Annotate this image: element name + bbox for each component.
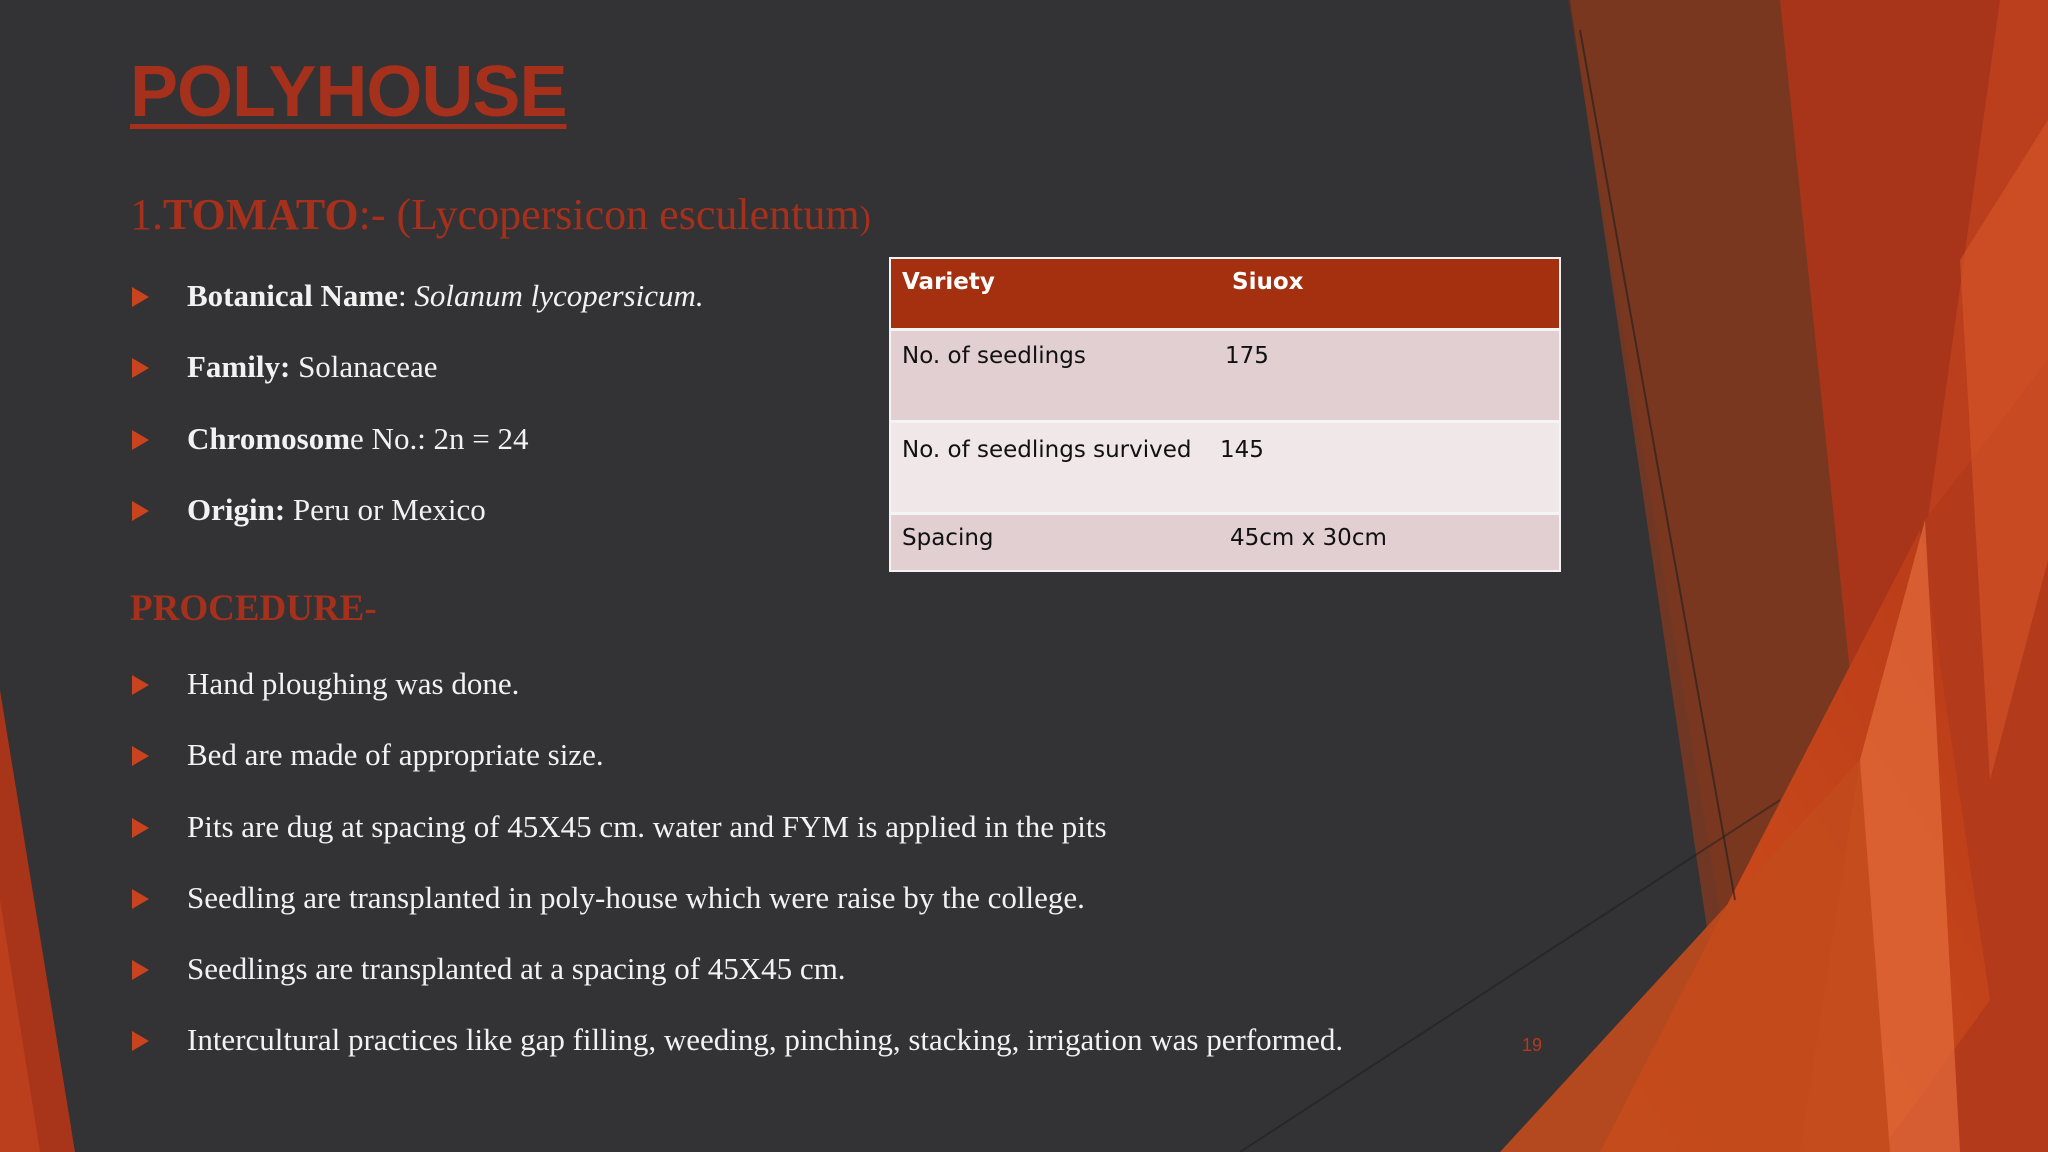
fact-value-italic: Solanum (414, 278, 523, 313)
triangle-arrow-icon (132, 746, 149, 766)
table-cell: 45cm x 30cm (1230, 525, 1387, 551)
triangle-arrow-icon (132, 430, 149, 450)
table-row (891, 420, 1559, 512)
step-text: Seedling are transplanted in poly-house which were raise by the college. (187, 879, 1085, 915)
triangle-arrow-icon (132, 889, 149, 909)
table-header-cell: Variety (902, 269, 995, 295)
fact-label: Family: (187, 349, 291, 385)
procedure-step (130, 1020, 1343, 1091)
fact-value: lycopersicum. (522, 278, 704, 313)
procedure-step (130, 949, 1343, 1020)
triangle-arrow-icon (132, 358, 149, 378)
subtitle-number: 1. (130, 190, 163, 239)
fact-label: Chromosom (187, 420, 351, 456)
procedure-heading: PROCEDURE- (130, 588, 377, 629)
step-text: Bed are made of appropriate size. (187, 737, 604, 773)
triangle-arrow-icon (132, 960, 149, 980)
subtitle-scientific: :- (Lycopersicon esculentum (358, 190, 860, 239)
subtitle-close-paren: ) (859, 200, 871, 237)
fact-family (130, 347, 704, 418)
fact-origin (130, 490, 704, 561)
step-text: Seedlings are transplanted at a spacing of 45X45 cm. (187, 951, 846, 987)
table-cell: No. of seedlings (902, 343, 1086, 369)
step-text: Pits are dug at spacing of 45X45 cm. water and FYM is applied in the pits (187, 808, 1107, 844)
triangle-arrow-icon (132, 675, 149, 695)
triangle-arrow-icon (132, 818, 149, 838)
subtitle-crop: TOMATO (163, 190, 359, 239)
fact-value: e No.: 2n = 24 (350, 420, 529, 456)
triangle-arrow-icon (132, 1031, 149, 1051)
table-cell: Spacing (902, 525, 994, 551)
fact-value: Peru or Mexico (285, 491, 486, 527)
fact-label: Botanical Name (187, 278, 398, 313)
fact-label: Origin: (187, 491, 286, 527)
table-row (891, 512, 1559, 570)
step-text: Hand ploughing was done. (187, 666, 520, 701)
triangle-arrow-icon (132, 287, 149, 307)
table-cell: 175 (1225, 343, 1269, 369)
fact-separator: : (397, 278, 415, 313)
triangle-arrow-icon (132, 501, 149, 521)
fact-chromosome (130, 419, 704, 490)
page-number: 19 (1522, 1035, 1543, 1055)
table-cell: 145 (1220, 437, 1264, 463)
procedure-step (130, 735, 1343, 806)
table-row (891, 328, 1559, 420)
crop-subtitle (130, 185, 871, 249)
slide-title: POLYHOUSE (130, 52, 567, 132)
procedure-step (130, 878, 1343, 949)
procedure-step (130, 807, 1343, 878)
variety-table (889, 257, 1561, 572)
table-cell: No. of seedlings survived (902, 437, 1192, 463)
crop-facts-list (130, 276, 704, 561)
step-text: Intercultural practices like gap filling, weeding, pinching, stacking, irrigation was performed. (187, 1022, 1344, 1058)
table-header-cell: Siuox (1232, 269, 1304, 295)
fact-value: Solanaceae (290, 349, 438, 385)
fact-botanical-name (130, 276, 704, 347)
procedure-step (130, 664, 1343, 735)
table-header-row (891, 259, 1559, 328)
procedure-steps-list (130, 664, 1343, 1092)
